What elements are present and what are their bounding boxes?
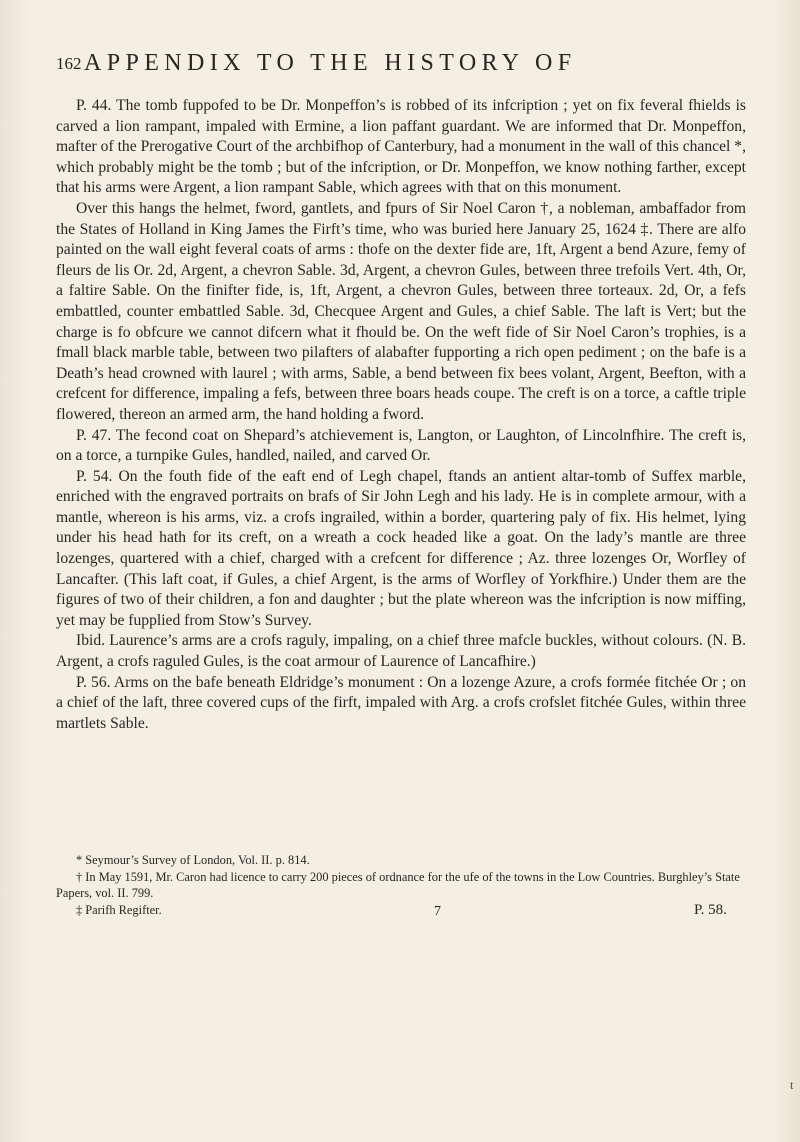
footnotes [56, 852, 746, 918]
paragraph-p44: P. 44. The tomb fuppofed to be Dr. Monpeffon’s is robbed of its infcription ; yet on fix feveral fhields is carved a lion rampant, impaled with Ermine, a lion paffant guardant. We are informed that Dr. Monpeffon, mafter of the Prerogative Court of the archbifhop of Canterbury, had a monument in the wall of this chancel *, which probably might be the tomb ; but of the infcription, or Dr. Monpeffon, we know nothing farther, except that his arms were Argent, a lion rampant Sable, which agrees with that on this monument. [56, 97, 746, 197]
page-number: 162 [56, 54, 82, 73]
running-head: APPENDIX TO THE HISTORY OF [84, 50, 577, 76]
paragraph-p47: P. 47. The fecond coat on Shepard’s atchievement is, Langton, or Laughton, of Lincolnfhire. The creft is, on a torce, a turnpike Gules, handled, nailed, and carved Or. [56, 426, 746, 465]
footnote-dagger: † In May 1591, Mr. Caron had licence to carry 200 pieces of ordnance for the ufe of the towns in the Low Countries. Burghley’s State Papers, vol. II. 799. [56, 869, 740, 900]
paragraph-caron-trophies: Over this hangs the helmet, fword, gantlets, and fpurs of Sir Noel Caron †, a nobleman, ambaffador from the States of Holland in King James the Firft’s time, who was buried here January 25, 1624 ‡. There are alfo painted on the wall eight feveral coats of arms : thofe on the dexter fide are, 1ft, Argent a bend Azure, femy of fleurs de lis Or. 2d, Argent, a chevron Sable. 3d, Argent, a chevron Gules, between three trefoils Vert. 4th, Or, a faltire Sable. On the finifter fide, is, 1ft, Argent, a chevron Gules, between three torteaux. 2d, Or, a fefs embattled, counter embattled Sable. 3d, Checquee Argent and Gules, a chief Sable. The laft is Vert; but the charge is fo obfcure we cannot difcern what it fhould be. On the weft fide of Sir Noel Caron’s trophies, is a fmall black marble table, between two pilafters of alabafter fupporting a rich open pediment ; on the bafe is a Death’s head crowned with laurel ; with arms, Sable, a bend between fix bees volant, Argent, Beefton, with a crefcent for difference, impaling a fefs, between three boars heads coupe. The creft is on a torce, a caftle triple flowered, thereon an armed arm, the hand holding a fword. [56, 199, 746, 423]
footnote-star: * Seymour’s Survey of London, Vol. II. p. 814. [76, 853, 310, 867]
signature-mark: 7 [434, 904, 441, 919]
footnote-double-dagger: ‡ Parifh Regifter. [76, 902, 162, 917]
page-header [56, 50, 746, 78]
body-text [56, 96, 746, 734]
paragraph-p56: P. 56. Arms on the bafe beneath Eldridge’s monument : On a lozenge Azure, a crofs formée fitchée Or ; on a chief of the laft, three covered cups of the firft, impaled with Arg. a crofs crofslet fitchée Gules, within three martlets Sable. [56, 673, 746, 732]
edge-mark: t [790, 1078, 794, 1092]
paragraph-ibid-laurence: Ibid. Laurence’s arms are a crofs raguly, impaling, on a chief three mafcle buckles, without colours. (N. B. Argent, a crofs raguled Gules, is the coat armour of Laurence of Lancafhire.) [56, 632, 746, 671]
paragraph-p54: P. 54. On the fouth fide of the eaft end of Legh chapel, ftands an antient altar-tomb of Suffex marble, enriched with the engraved portraits on brafs of Sir John Legh and his lady. He is in complete armour, with a mantle, whereon is his arms, viz. a crofs ingrailed, within a border, quartering paly of fix. His helmet, lying under his head hath for its creft, on a wreath a cock headed like a goat. On the lady’s mantle are three lozenges, quartered with a chief, charged with a crefcent for difference ; Az. three lozenges Or, Worfley of Lancafter. (This laft coat, if Gules, a chief Argent, is the arms of Worfley of Yorkfhire.) Under them are the figures of two of their children, a fon and daughter ; but the plate whereon was the infcription is now miffing, yet may be fupplied from Stow’s Survey. [56, 467, 746, 629]
catchword: P. 58. [694, 902, 727, 918]
